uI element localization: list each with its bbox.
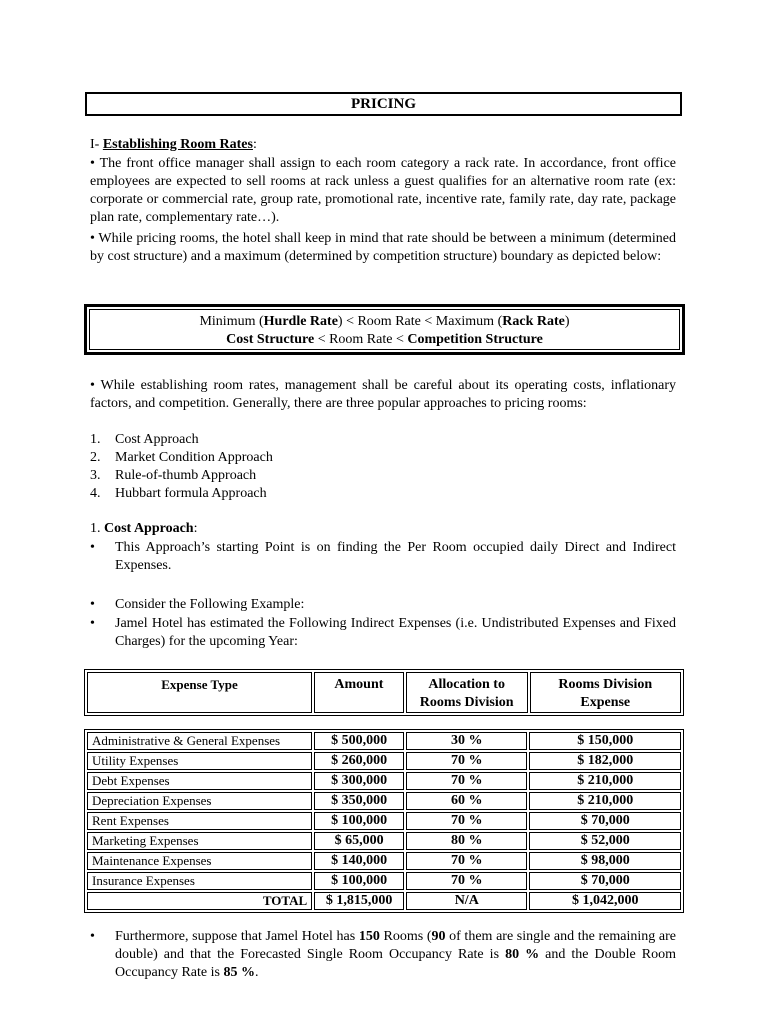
- table-cell: $ 210,000: [529, 772, 681, 790]
- table-cell: $ 52,000: [529, 832, 681, 850]
- approaches-list: [90, 431, 273, 503]
- total-cell: N/A: [406, 892, 527, 910]
- text-run: Furthermore, suppose that Jamel Hotel has: [115, 929, 359, 944]
- formula-line-1: [90, 313, 679, 331]
- list-number: 1.: [90, 432, 101, 447]
- rate-formula-box: [84, 304, 685, 355]
- list-number: 2.: [90, 450, 101, 465]
- bullet-item: [90, 596, 676, 614]
- table-cell: Marketing Expenses: [87, 832, 312, 850]
- formula-text: Minimum (: [199, 314, 264, 329]
- table-cell: $ 100,000: [314, 812, 404, 830]
- competition-structure-term: Competition Structure: [407, 332, 543, 347]
- text-run: and the Double Room Occupancy Rate is: [115, 947, 677, 980]
- formula-text: < Room Rate <: [314, 332, 408, 347]
- table-row: [87, 832, 681, 850]
- table-row: [87, 752, 681, 770]
- section-prefix: I-: [90, 137, 103, 152]
- bullet-text: Jamel Hotel has estimated the Following Indirect Expenses (i.e. Undistributed Expenses and Fixed Charges) for the upcoming Year:: [115, 616, 676, 649]
- cost-structure-term: Cost Structure: [226, 332, 315, 347]
- table-cell: 60 %: [406, 792, 527, 810]
- bullet-text: Consider the Following Example:: [115, 597, 305, 612]
- total-row: [87, 892, 681, 910]
- table-cell: $ 70,000: [529, 872, 681, 890]
- table-cell: $ 65,000: [314, 832, 404, 850]
- table-cell: $ 98,000: [529, 852, 681, 870]
- list-label: Rule-of-thumb Approach: [115, 468, 257, 483]
- paragraph-rack-rate: • The front office manager shall assign to each room category a rack rate. In accordance, front office employees are expected to sell rooms at rack unless a guest qualifies for an alternative room rate (ex: corporate or commercial rate, group rate, promotional rate, incentive rate, family rate, day rate, package plan rate, complementary rate…).: [90, 156, 676, 225]
- bullet-item: [90, 928, 676, 982]
- list-item: [90, 449, 273, 467]
- table-cell: $ 70,000: [529, 812, 681, 830]
- table-cell: $ 300,000: [314, 772, 404, 790]
- section-suffix: :: [252, 137, 257, 152]
- table-cell: $ 210,000: [529, 792, 681, 810]
- table-row: [87, 792, 681, 810]
- list-number: 3.: [90, 468, 101, 483]
- column-header: Amount: [314, 672, 404, 713]
- cost-approach-heading: [90, 520, 197, 538]
- list-item: [90, 485, 273, 503]
- text-run: .: [254, 965, 259, 980]
- table-cell: 70 %: [406, 872, 527, 890]
- table-cell: Maintenance Expenses: [87, 852, 312, 870]
- table-cell: 70 %: [406, 752, 527, 770]
- heading-number: 1.: [90, 521, 104, 536]
- list-label: Hubbart formula Approach: [115, 486, 267, 501]
- table-cell: $ 100,000: [314, 872, 404, 890]
- page-title: PRICING: [85, 92, 682, 116]
- table-cell: Utility Expenses: [87, 752, 312, 770]
- column-header: Expense Type: [87, 672, 312, 713]
- column-header: Rooms Division Expense: [530, 672, 681, 713]
- table-cell: $ 150,000: [529, 732, 681, 750]
- bullet-text: [115, 928, 676, 982]
- table-cell: $ 350,000: [314, 792, 404, 810]
- list-label: Cost Approach: [115, 432, 199, 447]
- paragraph-rate-boundary: • While pricing rooms, the hotel shall keep in mind that rate should be between a minimum (determined by cost structure) and a maximum (determined by competition structure) boundary as depicted below:: [90, 231, 676, 264]
- table-cell: Administrative & General Expenses: [87, 732, 312, 750]
- bullet-text: This Approach’s starting Point is on finding the Per Room occupied daily Direct and Indirect Expenses.: [115, 540, 676, 573]
- table-cell: $ 500,000: [314, 732, 404, 750]
- header-row: [87, 672, 681, 713]
- list-number: 4.: [90, 486, 101, 501]
- rooms-count: 150: [358, 929, 380, 944]
- expense-table-body: [87, 732, 681, 910]
- list-label: Market Condition Approach: [115, 450, 273, 465]
- section-heading: [90, 137, 257, 153]
- rack-rate-term: Rack Rate: [502, 314, 565, 329]
- list-item: [90, 467, 273, 485]
- table-row: [87, 872, 681, 890]
- expense-table-header: [84, 669, 684, 716]
- bullet-marker: •: [90, 929, 95, 944]
- bullet-item: [90, 615, 676, 651]
- table-cell: 70 %: [406, 852, 527, 870]
- hurdle-rate-term: Hurdle Rate: [263, 314, 338, 329]
- section-heading-label: Establishing Room Rates: [102, 137, 253, 152]
- table-cell: 80 %: [406, 832, 527, 850]
- total-label: TOTAL: [87, 892, 312, 910]
- table-cell: 70 %: [406, 772, 527, 790]
- bullet-marker: •: [90, 540, 95, 555]
- single-rooms-count: 90: [431, 929, 446, 944]
- table-cell: Debt Expenses: [87, 772, 312, 790]
- table-cell: 70 %: [406, 812, 527, 830]
- table-cell: $ 140,000: [314, 852, 404, 870]
- heading-suffix: :: [193, 521, 198, 536]
- table-cell: Rent Expenses: [87, 812, 312, 830]
- table-row: [87, 772, 681, 790]
- table-cell: 30 %: [406, 732, 527, 750]
- column-header: Allocation to Rooms Division: [406, 672, 528, 713]
- expense-table: [84, 729, 684, 913]
- formula-text: ) < Room Rate < Maximum (: [337, 314, 503, 329]
- rate-formula-inner: [89, 309, 680, 350]
- total-cell: $ 1,815,000: [314, 892, 404, 910]
- formula-line-2: [90, 331, 679, 349]
- text-run: of them are single and the remaining are double) and that the Forecasted Single Room Occupancy Rate is: [115, 929, 676, 962]
- table-row: [87, 852, 681, 870]
- table-cell: $ 182,000: [529, 752, 681, 770]
- table-row: [87, 732, 681, 750]
- double-occupancy-rate: 85 %: [223, 965, 255, 980]
- total-cell: $ 1,042,000: [529, 892, 681, 910]
- heading-label: Cost Approach: [104, 521, 194, 536]
- table-cell: $ 260,000: [314, 752, 404, 770]
- bullet-marker: •: [90, 616, 95, 631]
- bullet-item: [90, 539, 676, 575]
- table-row: [87, 812, 681, 830]
- text-run: Rooms (: [379, 929, 432, 944]
- bullet-marker: •: [90, 597, 95, 612]
- list-item: [90, 431, 273, 449]
- formula-text: ): [564, 314, 570, 329]
- single-occupancy-rate: 80 %: [505, 947, 540, 962]
- paragraph-approaches: • While establishing room rates, management shall be careful about its operating costs, inflationary factors, and competition. Generally, there are three popular approaches to pricing rooms:: [90, 378, 676, 411]
- table-cell: Depreciation Expenses: [87, 792, 312, 810]
- table-cell: Insurance Expenses: [87, 872, 312, 890]
